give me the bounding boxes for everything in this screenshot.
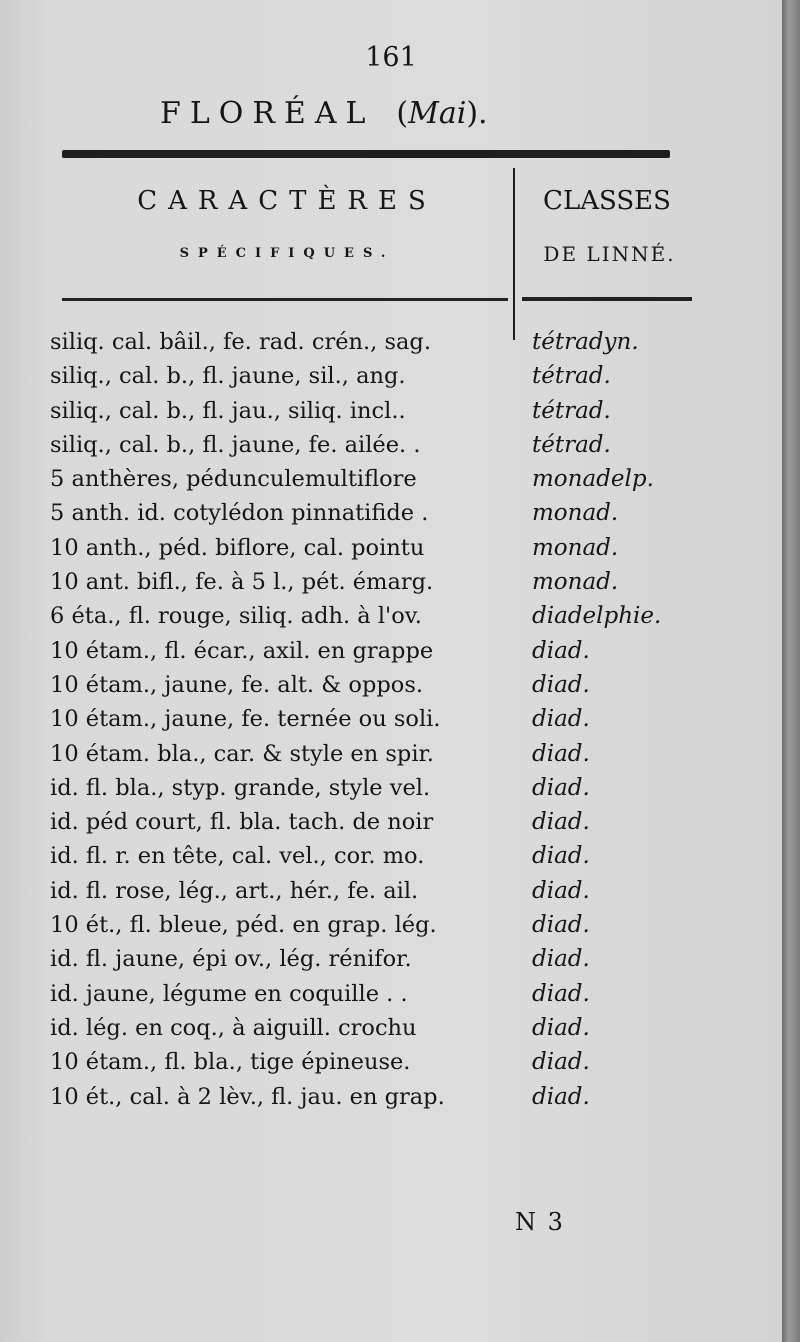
linnaean-class: tétrad. xyxy=(532,431,611,458)
linnaean-class: monadelp. xyxy=(532,466,654,493)
table-row xyxy=(0,566,782,600)
specific-character: id. lég. en coq., à aiguill. crochu xyxy=(50,1014,417,1041)
table-row xyxy=(0,1046,782,1080)
linnaean-class: diad. xyxy=(532,877,590,904)
specific-character: 6 éta., fl. rouge, siliq. adh. à l'ov. xyxy=(50,603,422,630)
table-row xyxy=(0,360,782,394)
left-header-rule xyxy=(62,298,508,301)
linnaean-class: diad. xyxy=(532,843,590,870)
specific-character: 10 ét., fl. bleue, péd. en grap. lég. xyxy=(50,912,437,939)
table-row xyxy=(0,703,782,737)
specific-character: siliq., cal. b., fl. jaune, sil., ang. xyxy=(50,363,406,390)
table-row xyxy=(0,806,782,840)
specific-character: id. jaune, légume en coquille . . xyxy=(50,980,408,1007)
specific-character: id. fl. jaune, épi ov., lég. rénifor. xyxy=(50,946,412,973)
linnaean-class: diad. xyxy=(532,809,590,836)
linnaean-class: monad. xyxy=(532,500,619,527)
linnaean-class: diad. xyxy=(532,637,590,664)
specific-character: 10 étam., jaune, fe. ternée ou soli. xyxy=(50,706,441,733)
linnaean-class: diad. xyxy=(532,1083,590,1110)
title-sub: Mai xyxy=(408,96,467,131)
table-row xyxy=(0,395,782,429)
table-row xyxy=(0,1012,782,1046)
linnaean-class: monad. xyxy=(532,534,619,561)
specific-character: 5 anth. id. cotylédon pinnatifide . xyxy=(50,500,429,527)
specific-character: siliq. cal. bâil., fe. rad. crén., sag. xyxy=(50,329,431,355)
specific-character: id. fl. rose, lég., art., hér., fe. ail. xyxy=(50,877,419,904)
top-rule xyxy=(62,150,670,158)
specific-character: 5 anthères, pédunculemultiflore xyxy=(50,466,417,493)
table-row xyxy=(0,738,782,772)
linnaean-class: tétradyn. xyxy=(532,329,639,355)
table-row xyxy=(0,772,782,806)
linnaean-class: diad. xyxy=(532,671,590,698)
linnaean-class: diadelphie. xyxy=(532,603,662,630)
table-row xyxy=(0,429,782,463)
table-row xyxy=(0,978,782,1012)
specific-character: 10 étam., fl. écar., axil. en grappe xyxy=(50,637,434,664)
specific-character: 10 étam., jaune, fe. alt. & oppos. xyxy=(50,671,424,698)
table-row xyxy=(0,463,782,497)
table-row xyxy=(0,497,782,531)
specific-character: id. fl. r. en tête, cal. vel., cor. mo. xyxy=(50,843,425,870)
table-row xyxy=(0,875,782,909)
specific-character: siliq., cal. b., fl. jau., siliq. incl.. xyxy=(50,397,406,424)
table-row xyxy=(0,326,782,360)
linnaean-class: diad. xyxy=(532,946,590,973)
header-classes: CLASSES xyxy=(543,186,671,216)
header-specifiques: SPÉCIFIQUES. xyxy=(179,246,395,261)
linnaean-class: diad. xyxy=(532,980,590,1007)
table-row xyxy=(0,532,782,566)
specific-character: 10 ant. bifl., fe. à 5 l., pét. émarg. xyxy=(50,569,434,596)
table-row xyxy=(0,669,782,703)
linnaean-class: diad. xyxy=(532,706,590,733)
specific-character: 10 étam., fl. bla., tige épineuse. xyxy=(50,1049,411,1076)
table-row xyxy=(0,909,782,943)
specific-character: id. péd court, fl. bla. tach. de noir xyxy=(50,809,434,836)
linnaean-class: tétrad. xyxy=(532,397,611,424)
table-row xyxy=(0,600,782,634)
linnaean-class: monad. xyxy=(532,569,619,596)
column-divider xyxy=(513,168,515,340)
linnaean-class: tétrad. xyxy=(532,363,611,390)
header-de-linne: DE LINNÉ. xyxy=(543,242,676,266)
specific-character: 10 anth., péd. biflore, cal. pointu xyxy=(50,534,425,561)
specific-character: id. fl. bla., styp. grande, style vel. xyxy=(50,774,431,801)
title-open-paren: ( xyxy=(396,96,409,131)
page-title xyxy=(160,96,600,131)
right-header-rule xyxy=(522,297,692,301)
table-row xyxy=(0,1081,782,1115)
table-row xyxy=(0,635,782,669)
linnaean-class: diad. xyxy=(532,740,590,767)
signature-mark: N 3 xyxy=(515,1208,565,1236)
table-row xyxy=(0,840,782,874)
title-close-paren: ). xyxy=(466,96,488,131)
specific-character: 10 étam. bla., car. & style en spir. xyxy=(50,740,434,767)
header-caracteres: CARACTÈRES xyxy=(137,186,437,216)
title-month: FLORÉAL xyxy=(160,96,375,131)
linnaean-class: diad. xyxy=(532,774,590,801)
page-number: 161 xyxy=(365,42,417,73)
page-edge xyxy=(782,0,800,1342)
linnaean-class: diad. xyxy=(532,912,590,939)
specific-character: siliq., cal. b., fl. jaune, fe. ailée. . xyxy=(50,431,421,458)
table-body xyxy=(0,326,782,1115)
linnaean-class: diad. xyxy=(532,1014,590,1041)
linnaean-class: diad. xyxy=(532,1049,590,1076)
specific-character: 10 ét., cal. à 2 lèv., fl. jau. en grap. xyxy=(50,1083,445,1110)
table-row xyxy=(0,943,782,977)
